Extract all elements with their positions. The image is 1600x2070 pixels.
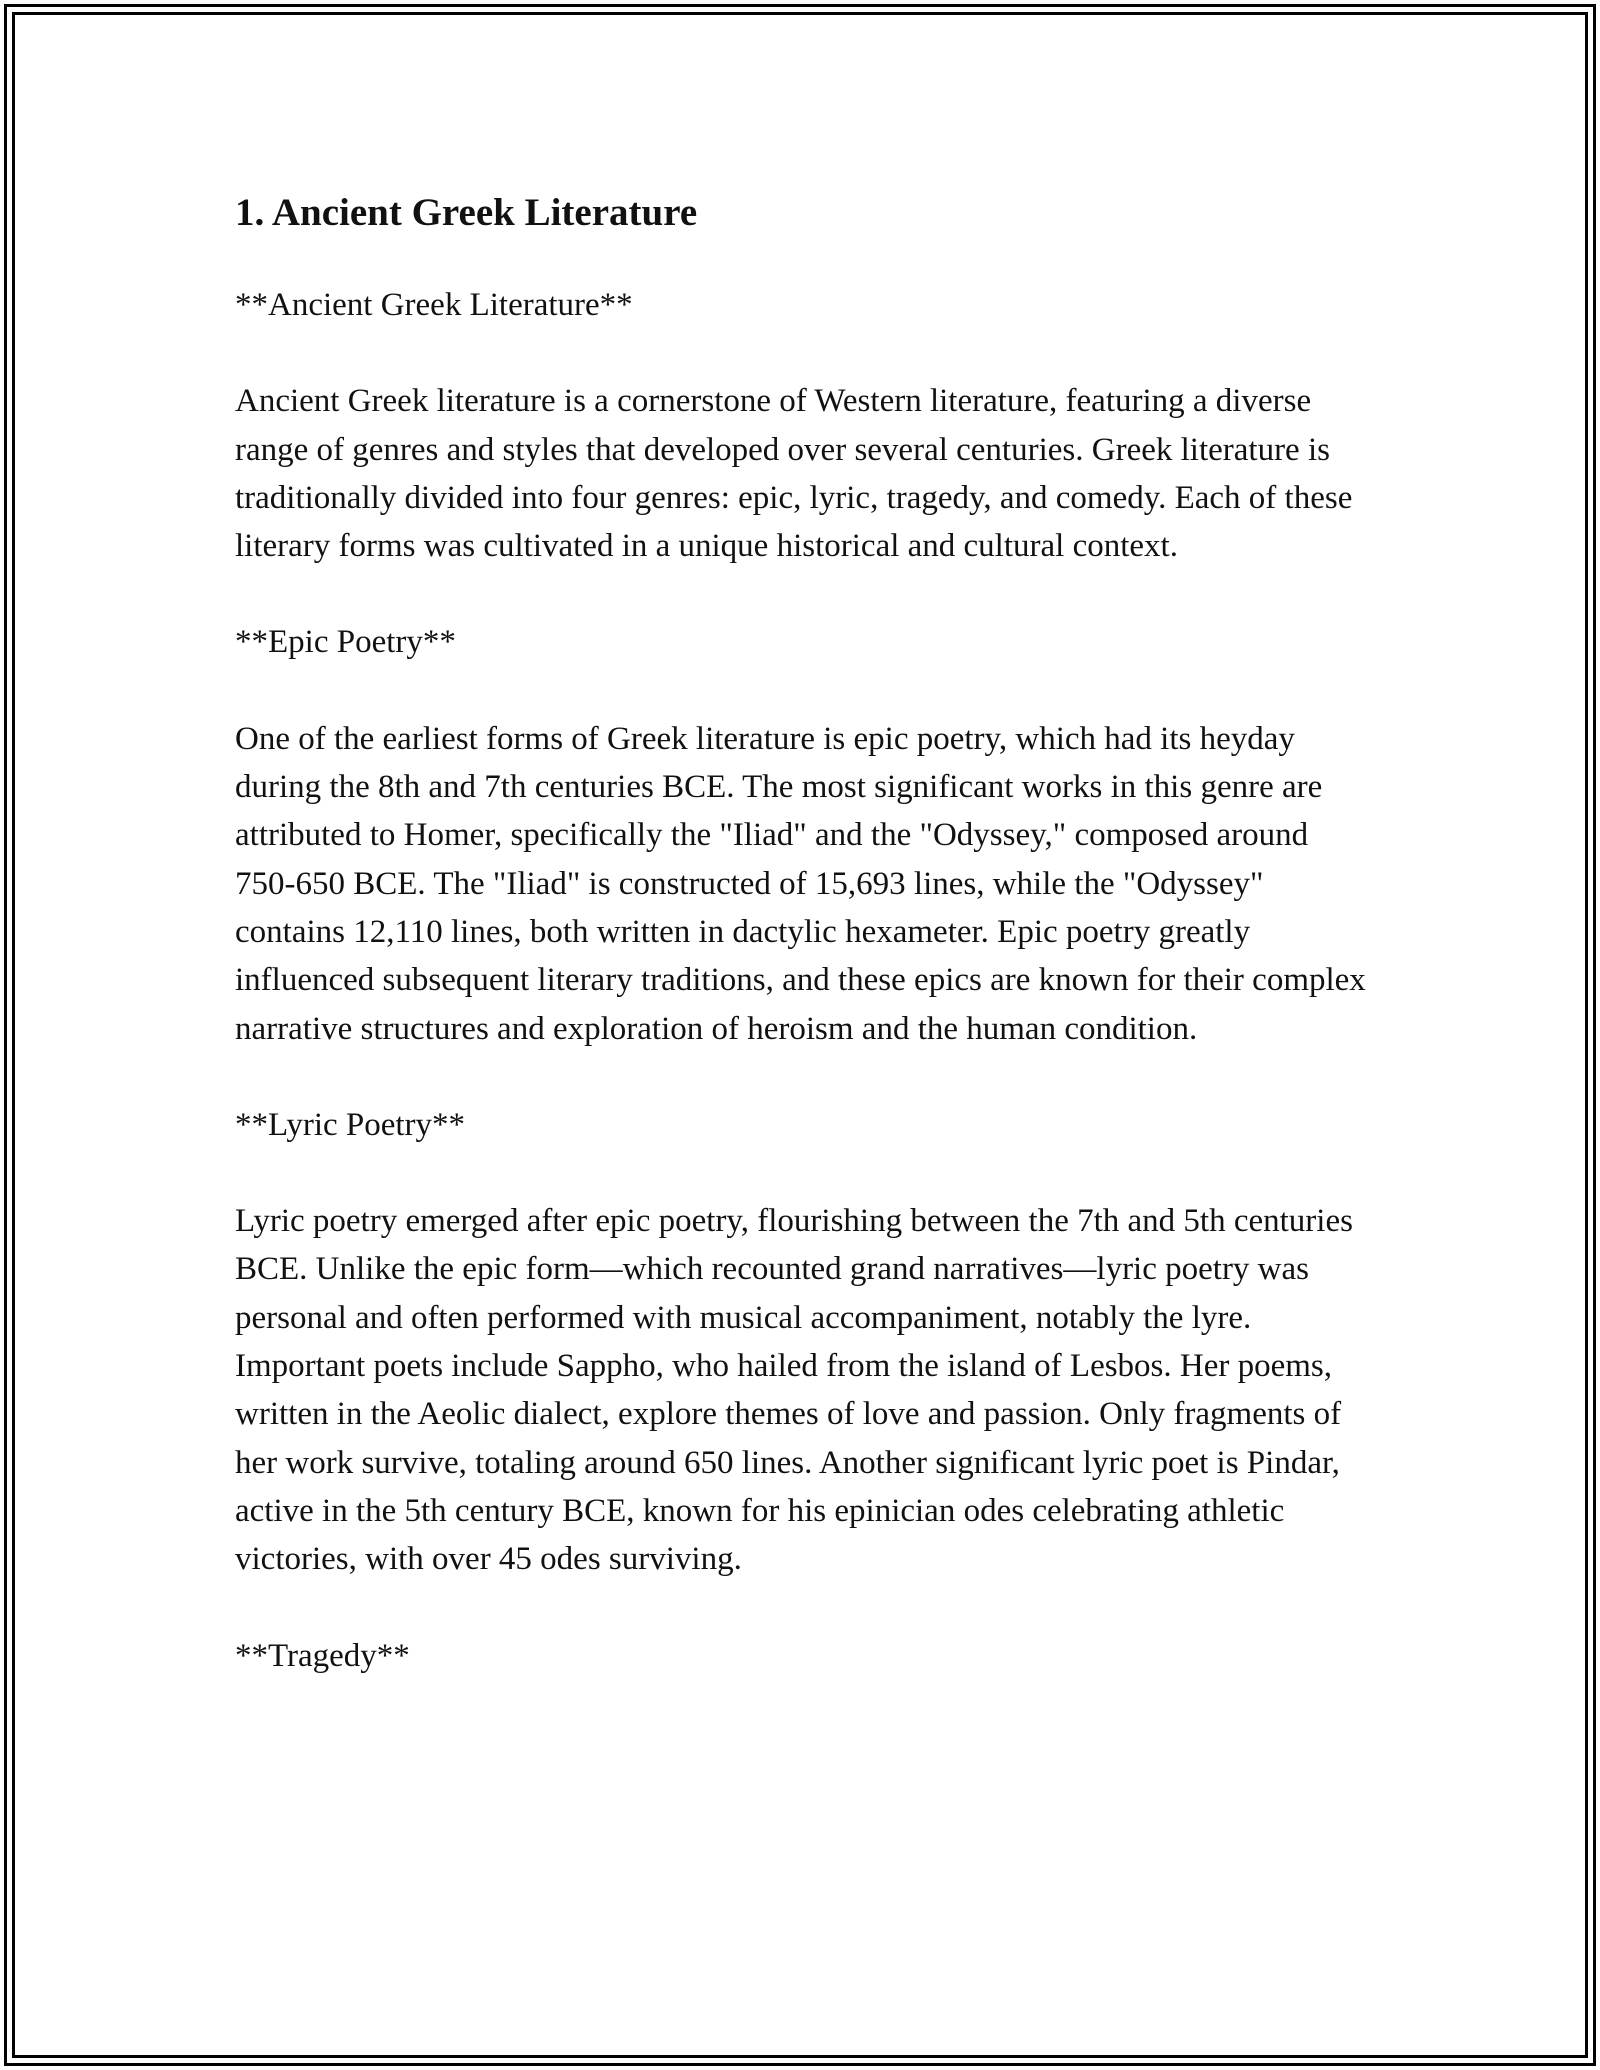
paragraph-lyric-poetry: Lyric poetry emerged after epic poetry, flourishing between the 7th and 5th centuries BCE. Unlike the epic form—which recounted grand narratives—lyric poetry was personal and often performed with musical accompaniment, notably the lyre. Important poets include Sappho, who hailed from the island of Lesbos. Her poems, written in the Aeolic dialect, explore themes of love and passion. Only fragments of her work survive, totaling around 650 lines. Another significant lyric poet is Pindar, active in the 5th century BCE, known for his epinician odes celebrating athletic victories, with over 45 odes surviving.	[235, 1203, 1353, 1578]
section-title: 1. Ancient Greek Literature	[235, 191, 698, 234]
paragraph-epic-poetry: One of the earliest forms of Greek literature is epic poetry, which had its heyday during the 8th and 7th centuries BCE. The most significant works in this genre are attributed to Homer, specifically the "Iliad" and the "Odyssey," composed around 750-650 BCE. The "Iliad" is constructed of 15,693 lines, while the "Odyssey" contains 12,110 lines, both written in dactylic hexameter. Epic poetry greatly influenced subsequent literary traditions, and these epics are known for their complex narrative structures and exploration of heroism and the human condition.	[235, 720, 1366, 1047]
paragraph-intro: Ancient Greek literature is a cornerstone of Western literature, featuring a diverse range of genres and styles that developed over several centuries. Greek literature is traditionally divided into four genres: epic, lyric, tragedy, and comedy. Each of these literary forms was cultivated in a unique historical and cultural context.	[235, 383, 1353, 565]
subheading-ancient-greek-literature: **Ancient Greek Literature**	[235, 287, 633, 323]
subheading-tragedy: **Tragedy**	[235, 1637, 410, 1674]
document-body	[235, 185, 1375, 1728]
subheading-lyric-poetry: **Lyric Poetry**	[235, 1106, 466, 1143]
subheading-epic-poetry: **Epic Poetry**	[235, 624, 456, 661]
